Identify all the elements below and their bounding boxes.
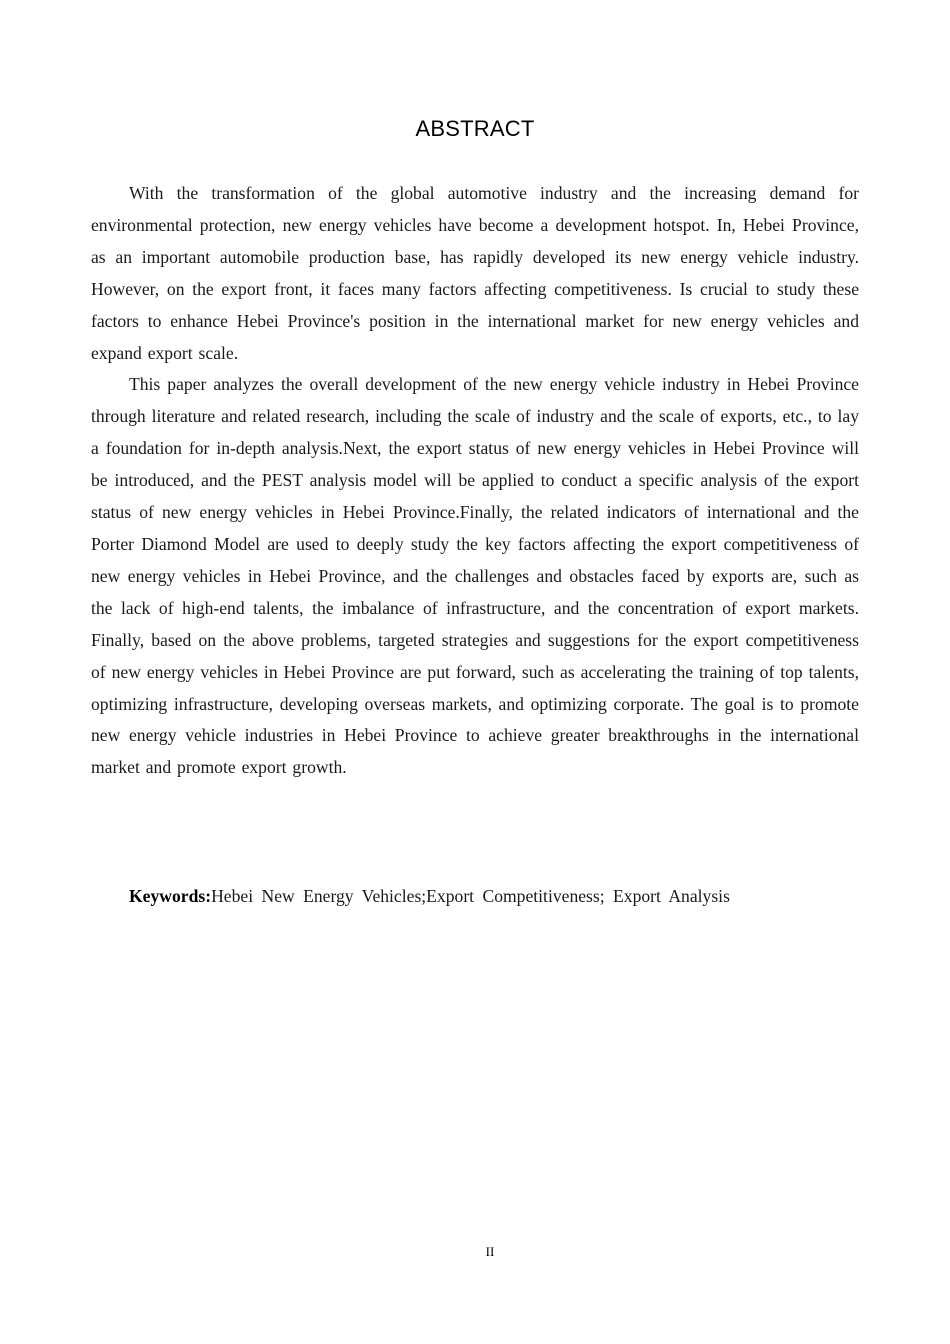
abstract-paragraph-1: With the transformation of the global automotive industry and the increasing demand for environmental protection, new energy vehicles have become a development hotspot. In, Hebei Province, as an important automobile production base, has rapidly developed its new energy vehicle industry. However, on the export front, it faces many factors affecting competitiveness. Is crucial to study these factors to enhance Hebei Province's position in the international market for new energy vehicles and expand export scale. [91,183,859,363]
keywords-value: Hebei New Energy Vehicles;Export Competitiveness; Export Analysis [211,886,730,906]
keywords-label: Keywords: [129,886,212,906]
abstract-body [91,178,859,784]
page-number: II [485,1244,495,1259]
abstract-title: ABSTRACT [415,116,535,141]
abstract-paragraph-2: This paper analyzes the overall development of the new energy vehicle industry in Hebei Province through literature and related research, including the scale of industry and the scale of exports, etc., to lay a foundation for in-depth analysis.Next, the export status of new energy vehicles in Hebei Province will be introduced, and the PEST analysis model will be applied to conduct a specific analysis of the export status of new energy vehicles in Hebei Province.Finally, the related indicators of international and the Porter Diamond Model are used to deeply study the key factors affecting the export competitiveness of new energy vehicles in Hebei Province, and the challenges and obstacles faced by exports are, such as the lack of high-end talents, the imbalance of infrastructure, and the concentration of export markets. Finally, based on the above problems, targeted strategies and suggestions for the export competitiveness of new energy vehicles in Hebei Province are put forward, such as accelerating the training of top talents, optimizing infrastructure, developing overseas markets, and optimizing corporate. The goal is to promote new energy vehicle industries in Hebei Province to achieve greater breakthroughs in the international market and promote export growth. [91,374,859,778]
keywords-line [129,881,859,913]
